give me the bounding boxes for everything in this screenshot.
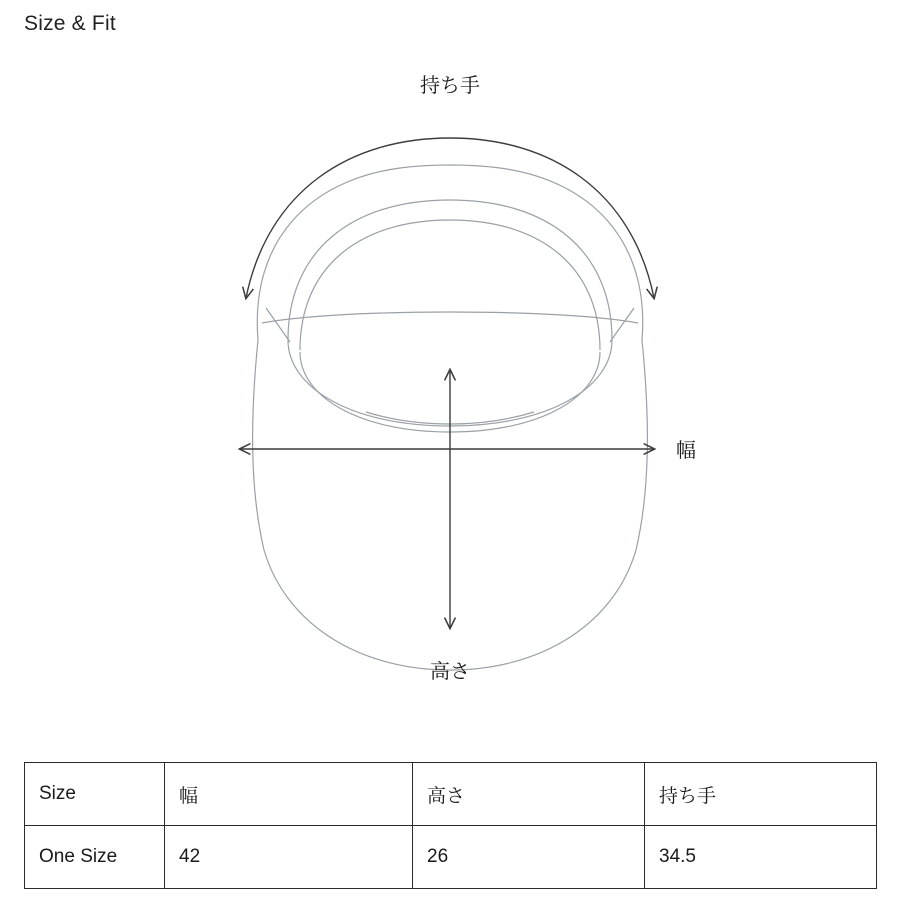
table-header-row (25, 763, 877, 826)
size-table (24, 762, 877, 889)
table-header-width: 幅 (165, 763, 413, 826)
table-header-size: Size (25, 763, 165, 826)
page-title: Size & Fit (24, 12, 116, 35)
table-header-height: 高さ (413, 763, 645, 826)
width-label: 幅 (676, 440, 696, 462)
table-header-handle: 持ち手 (645, 763, 877, 826)
handle-label: 持ち手 (420, 75, 480, 97)
handle-measure-arrow (246, 138, 654, 298)
table-row (25, 826, 877, 889)
table-cell-size: One Size (25, 826, 165, 889)
height-label: 高さ (430, 661, 470, 683)
bag-size-diagram (0, 40, 900, 740)
table-cell-height: 26 (413, 826, 645, 889)
table-cell-width: 42 (165, 826, 413, 889)
table-cell-handle: 34.5 (645, 826, 877, 889)
